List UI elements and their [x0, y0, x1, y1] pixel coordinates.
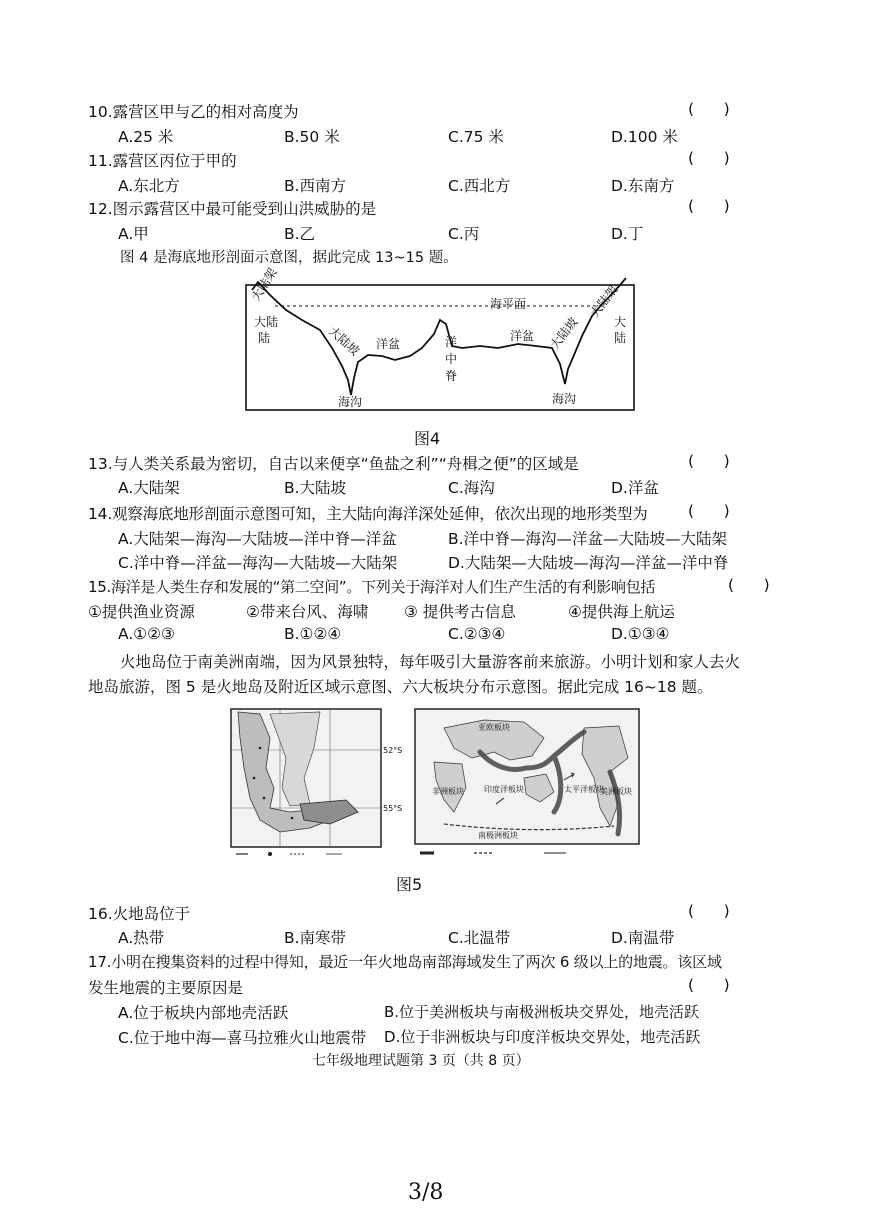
q17-stem-line2: 发生地震的主要原因是	[88, 979, 244, 997]
right-continent-label-1: 大	[614, 315, 627, 329]
q13-option-b: B.大陆坡	[284, 479, 347, 497]
left-basin-label: 洋盆	[376, 337, 401, 351]
q15-option-d: D.①③④	[611, 625, 670, 643]
fig4-intro: 图 4 是海底地形剖面示意图，据此完成 13~15 题。	[120, 250, 458, 266]
q16-option-a: A.热带	[118, 929, 165, 947]
q10-stem: 10.露营区甲与乙的相对高度为	[88, 103, 299, 121]
q14-stem: 14.观察海底地形剖面示意图可知，主大陆向海洋深处延伸，依次出现的地形类型为	[88, 505, 648, 523]
plate-label-african: 非洲板块	[432, 787, 464, 796]
left-continent-label-2: 陆	[258, 331, 271, 345]
ridge-label-1: 洋	[445, 335, 458, 349]
q15-item-1: ①提供渔业资源	[88, 603, 195, 621]
page-footer: 七年级地理试题第 3 页（共 8 页）	[312, 1053, 530, 1069]
right-continent-label-2: 陆	[614, 331, 627, 345]
q15-item-3: ③ 提供考古信息	[404, 603, 516, 621]
q11-option-a: A.东北方	[118, 177, 180, 195]
plate-label-eurasian: 亚欧板块	[478, 723, 510, 732]
q15-option-b: B.①②④	[284, 625, 342, 643]
q15-stem: 15.海洋是人类生存和发展的“第二空间”。下列关于海洋对人们生产生活的有利影响包括	[88, 578, 656, 596]
q11-option-c: C.西北方	[448, 177, 511, 195]
plate-label-indian: 印度洋板块	[484, 785, 524, 794]
right-slope-label: 大陆坡	[547, 314, 581, 352]
left-shelf-label: 大陆架	[248, 265, 280, 304]
q12-option-a: A.甲	[118, 225, 149, 243]
q17-answer-paren: ( )	[688, 976, 730, 994]
ridge-label-3: 脊	[445, 369, 458, 383]
q17-option-c: C.位于地中海—喜马拉雅火山地震带	[118, 1029, 367, 1047]
page-number: 3/8	[408, 1180, 444, 1205]
q17-option-d: D.位于非洲板块与印度洋板块交界处，地壳活跃	[384, 1028, 701, 1046]
q12-answer-paren: ( )	[688, 197, 730, 215]
q12-option-d: D.丁	[611, 225, 644, 243]
tierra-del-fuego-map	[230, 708, 403, 860]
q16-answer-paren: ( )	[688, 902, 730, 920]
q16-stem: 16.火地岛位于	[88, 905, 191, 923]
q14-answer-paren: ( )	[688, 502, 730, 520]
six-plates-map	[414, 708, 644, 860]
plate-label-american: 美洲板块	[600, 787, 632, 796]
q13-option-d: D.洋盆	[611, 479, 659, 497]
right-trench-label: 海沟	[552, 392, 577, 406]
q17-option-b: B.位于美洲板块与南极洲板块交界处，地壳活跃	[384, 1003, 700, 1021]
q17-stem-line1: 17.小明在搜集资料的过程中得知，最近一年火地岛南部海域发生了两次 6 级以上的地震。该区域	[88, 953, 722, 971]
fig5-caption: 图5	[396, 875, 423, 894]
q11-option-b: B.西南方	[284, 177, 347, 195]
ridge-label-2: 中	[445, 352, 458, 366]
q10-answer-paren: ( )	[688, 100, 730, 118]
q10-option-d: D.100 米	[611, 128, 678, 146]
q11-answer-paren: ( )	[688, 149, 730, 167]
q13-stem: 13.与人类关系最为密切，自古以来便享“鱼盐之利”“舟楫之便”的区域是	[88, 455, 579, 473]
q12-option-c: C.丙	[448, 225, 480, 243]
fig5-intro-line2: 地岛旅游，图 5 是火地岛及附近区域示意图、六大板块分布示意图。据此完成 16~18 题。	[88, 678, 713, 696]
q14-option-b: B.洋中脊—海沟—洋盆—大陆坡—大陆架	[448, 530, 728, 548]
q15-answer-paren: ( )	[728, 576, 770, 594]
left-trench-label: 海沟	[338, 395, 363, 409]
q14-option-c: C.洋中脊—洋盆—海沟—大陆坡—大陆架	[118, 554, 398, 572]
q11-option-d: D.东南方	[611, 177, 675, 195]
plate-label-pacific: 太平洋板块	[564, 785, 604, 794]
q16-option-b: B.南寒带	[284, 929, 347, 947]
fig4-caption: 图4	[414, 429, 441, 448]
q13-option-a: A.大陆架	[118, 479, 180, 497]
q10-option-c: C.75 米	[448, 128, 504, 146]
seafloor-profile-diagram	[240, 265, 640, 413]
q13-option-c: C.海沟	[448, 479, 495, 497]
q13-answer-paren: ( )	[688, 452, 730, 470]
q15-option-c: C.②③④	[448, 625, 506, 643]
left-continent-label: 大陆	[254, 315, 279, 329]
q12-option-b: B.乙	[284, 225, 316, 243]
right-shelf-label: 大陆架	[587, 282, 621, 320]
right-basin-label: 洋盆	[510, 329, 535, 343]
q14-option-a: A.大陆架—海沟—大陆坡—洋中脊—洋盆	[118, 530, 397, 548]
q14-option-d: D.大陆架—大陆坡—海沟—洋盆—洋中脊	[448, 554, 729, 572]
q12-stem: 12.图示露营区中最可能受到山洪威胁的是	[88, 200, 377, 218]
q10-option-a: A.25 米	[118, 128, 174, 146]
sea-level-label: 海平面	[490, 297, 527, 311]
plate-label-antarctic: 南极洲板块	[478, 831, 518, 840]
lat-55-label: 55°S	[383, 804, 403, 813]
q16-option-d: D.南温带	[611, 929, 675, 947]
left-slope-label: 大陆坡	[325, 323, 363, 359]
lat-52-label: 52°S	[383, 746, 403, 755]
q15-item-2: ②带来台风、海啸	[246, 603, 369, 621]
fig5-intro-line1: 火地岛位于南美洲南端，因为风景独特，每年吸引大量游客前来旅游。小明计划和家人去火	[120, 653, 741, 671]
q17-option-a: A.位于板块内部地壳活跃	[118, 1004, 289, 1022]
q15-item-4: ④提供海上航运	[568, 603, 675, 621]
q10-option-b: B.50 米	[284, 128, 340, 146]
q16-option-c: C.北温带	[448, 929, 511, 947]
q15-option-a: A.①②③	[118, 625, 175, 643]
q11-stem: 11.露营区丙位于甲的	[88, 152, 237, 170]
